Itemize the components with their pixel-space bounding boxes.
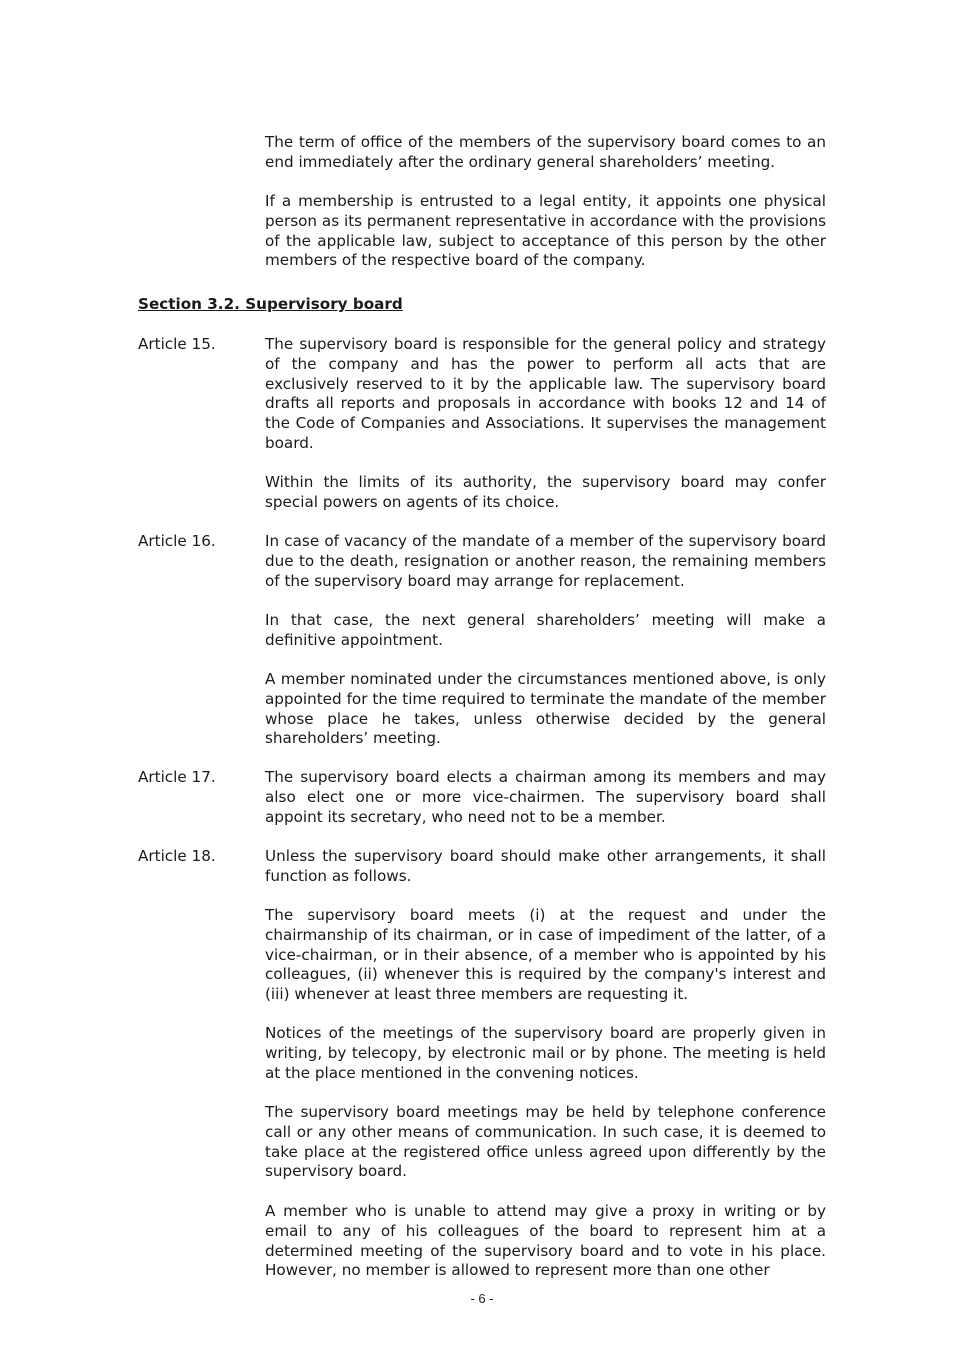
article-18-label: Article 18. xyxy=(138,847,216,865)
intro-paragraph-1: The term of office of the members of the supervisory board comes to an end immediately after the ordinary general shareholders’ meeting. xyxy=(265,133,826,171)
article-16-label: Article 16. xyxy=(138,532,216,550)
article-15-label: Article 15. xyxy=(138,335,216,353)
article-15-paragraph-2: Within the limits of its authority, the supervisory board may confer special powers on agents of its choice. xyxy=(265,473,826,511)
article-16-paragraph-3: A member nominated under the circumstances mentioned above, is only appointed for the time required to terminate the mandate of the member whose place he takes, unless otherwise decided by the general shareholders’ meeting. xyxy=(265,670,826,748)
article-18-paragraph-1: Unless the supervisory board should make other arrangements, it shall function as follows. xyxy=(265,847,826,885)
article-17-label: Article 17. xyxy=(138,768,216,786)
article-18-paragraph-2: The supervisory board meets (i) at the request and under the chairmanship of its chairman, or in case of impediment of the latter, of a vice-chairman, or in their absence, of a member who is appointed by his colleagues, (ii) whenever this is required by the company's interest and (iii) whenever at least three members are requesting it. xyxy=(265,906,826,1004)
article-18-paragraph-5: A member who is unable to attend may give a proxy in writing or by email to any of his colleagues of the board to represent him at a determined meeting of the supervisory board and to vote in his place. However, no member is allowed to represent more than one other xyxy=(265,1202,826,1280)
article-18-paragraph-3: Notices of the meetings of the supervisory board are properly given in writing, by telecopy, by electronic mail or by phone. The meeting is held at the place mentioned in the convening notices. xyxy=(265,1024,826,1082)
page-number: - 6 - xyxy=(470,1291,494,1306)
intro-paragraph-2: If a membership is entrusted to a legal entity, it appoints one physical person as its permanent representative in accordance with the provisions of the applicable law, subject to acceptance of this person by the other members of the respective board of the company. xyxy=(265,192,826,270)
article-17-paragraph-1: The supervisory board elects a chairman among its members and may also elect one or more vice-chairmen. The supervisory board shall appoint its secretary, who need not to be a member. xyxy=(265,768,826,826)
article-16-paragraph-2: In that case, the next general shareholders’ meeting will make a definitive appointment. xyxy=(265,611,826,649)
article-15-paragraph-1: The supervisory board is responsible for the general policy and strategy of the company and has the power to perform all acts that are exclusively reserved to it by the applicable law. The supervisory board drafts all reports and proposals in accordance with books 12 and 14 of the Code of Companies and Associations. It supervises the management board. xyxy=(265,335,826,452)
article-18-paragraph-4: The supervisory board meetings may be held by telephone conference call or any other means of communication. In such case, it is deemed to take place at the registered office unless agreed upon differently by the supervisory board. xyxy=(265,1103,826,1181)
article-16-paragraph-1: In case of vacancy of the mandate of a member of the supervisory board due to the death, resignation or another reason, the remaining members of the supervisory board may arrange for replacement. xyxy=(265,532,826,590)
section-heading: Section 3.2. Supervisory board xyxy=(138,295,403,313)
